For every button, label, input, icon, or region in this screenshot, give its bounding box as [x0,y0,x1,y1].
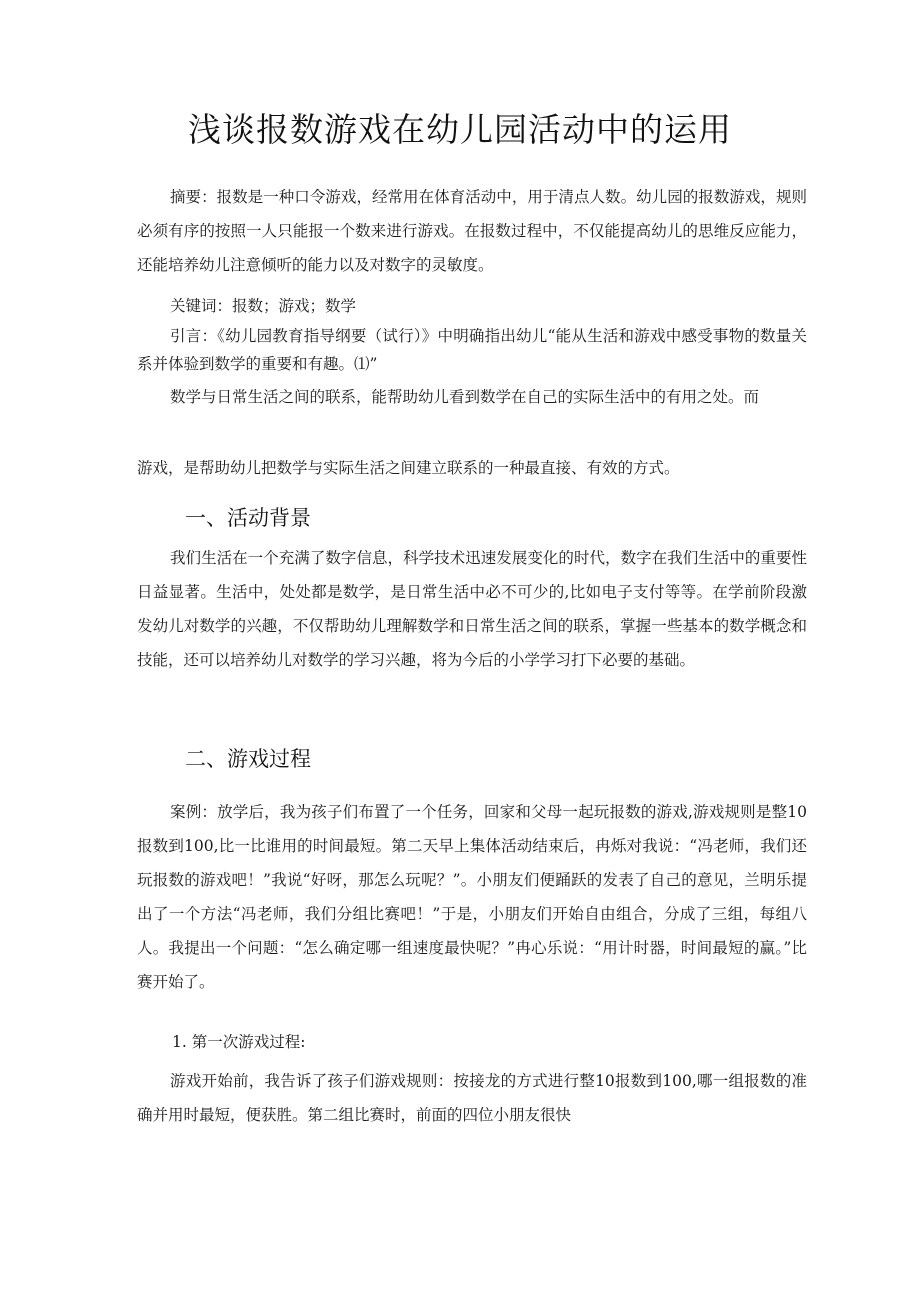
section-heading-background: 一、活动背景 [185,506,311,530]
game-paragraph: 游戏，是帮助幼儿把数学与实际生活之间建立联系的一种最直接、有效的方式。 [137,459,680,477]
first-round-paragraph: 游戏开始前，我告诉了孩子们游戏规则：按接龙的方式进行整10报数到100,哪一组报数的准确并用时最短，便获胜。第二组比赛时，前面的四位小朋友很快 [137,1072,807,1124]
list-item-first-round: 1. 第一次游戏过程: [172,1033,306,1051]
keywords-line: 关键词：报数；游戏；数学 [170,297,357,315]
document-title: 浅谈报数游戏在幼儿园活动中的运用 [188,110,732,149]
section-heading-game-process: 二、游戏过程 [185,747,311,771]
math-life-paragraph: 数学与日常生活之间的联系，能帮助幼儿看到数学在自己的实际生活中的有用之处。而 [170,388,760,406]
intro-paragraph: 引言：《幼儿园教育指导纲要（试行）》中明确指出幼儿“能从生活和游戏中感受事物的数量关系并体验到数学的重要和有趣。⑴” [137,327,807,373]
background-paragraph: 我们生活在一个充满了数字信息，科学技术迅速发展变化的时代，数字在我们生活中的重要性日益显著。生活中，处处都是数学，是日常生活中必不可少的,比如电子支付等等。在学前阶段激发幼儿对数学的兴趣，不仅帮助幼儿理解数学和日常生活之间的联系，掌握一些基本的数学概念和技能，还可以培养幼儿对数学的学习兴趣，将为今后的小学学习打下必要的基础。 [137,549,807,669]
case-paragraph: 案例：放学后，我为孩子们布置了一个任务，回家和父母一起玩报数的游戏,游戏规则是整10报数到100,比一比谁用的时间最短。第二天早上集体活动结束后，冉烁对我说：“冯老师，我们还玩报数的游戏吧！”我说“好呀，那怎么玩呢？”。小朋友们便踊跃的发表了自己的意见，兰明乐提出了一个方法“冯老师，我们分组比赛吧！”于是，小朋友们开始自由组合，分成了三组，每组八人。我提出一个问题：“怎么确定哪一组速度最快呢？”冉心乐说：“用计时器，时间最短的赢。”比赛开始了。 [137,803,807,991]
abstract-paragraph: 摘要：报数是一种口令游戏，经常用在体育活动中，用于清点人数。幼儿园的报数游戏，规则必须有序的按照一人只能报一个数来进行游戏。在报数过程中，不仅能提高幼儿的思维反应能力，还能培养幼儿注意倾听的能力以及对数字的灵敏度。 [137,188,807,274]
